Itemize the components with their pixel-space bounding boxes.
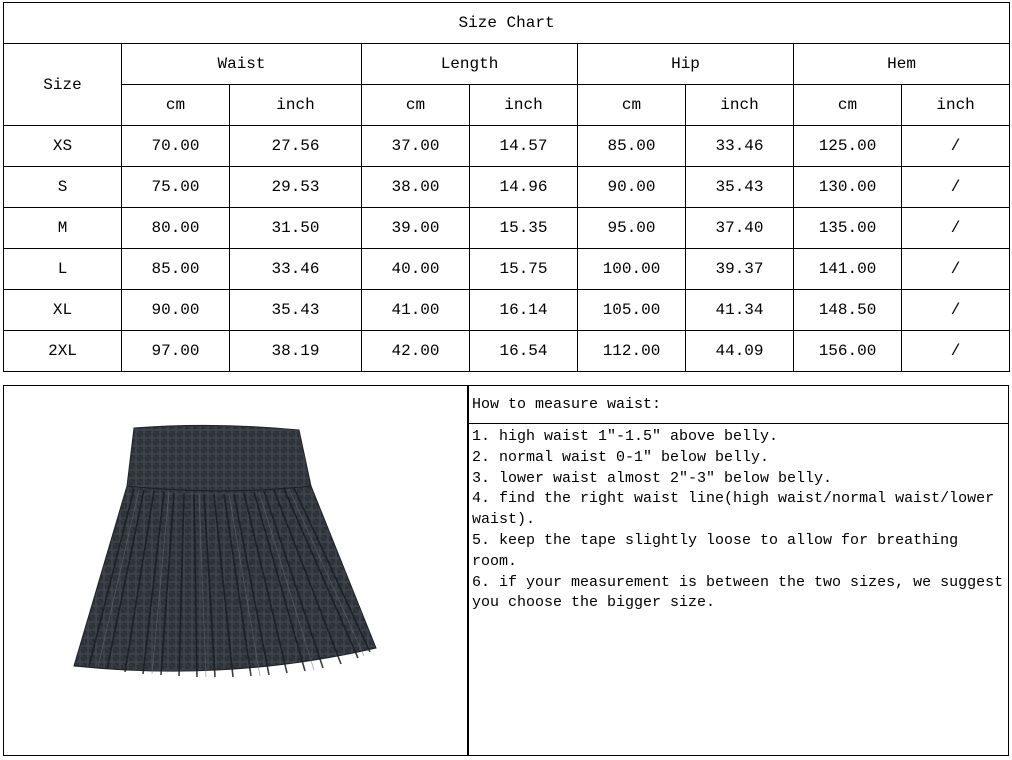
table-cell: 37.40	[686, 208, 794, 249]
table-row	[4, 208, 1010, 249]
table-row	[4, 167, 1010, 208]
table-cell: 14.96	[470, 167, 578, 208]
table-cell: 125.00	[794, 126, 902, 167]
measure-instructions-panel	[468, 385, 1009, 756]
table-cell: 39.37	[686, 249, 794, 290]
list-item: 5. keep the tape slightly loose to allow for breathing room.	[472, 531, 959, 570]
length-header: Length	[362, 44, 578, 85]
table-cell: /	[902, 208, 1010, 249]
size-cell: XL	[4, 290, 122, 331]
size-cell: S	[4, 167, 122, 208]
measure-title: How to measure waist:	[469, 386, 1008, 424]
table-cell: 85.00	[578, 126, 686, 167]
table-cell: 85.00	[122, 249, 230, 290]
unit-header: cm	[362, 85, 470, 126]
table-cell: 90.00	[578, 167, 686, 208]
table-cell: 14.57	[470, 126, 578, 167]
list-item: 4. find the right waist line(high waist/normal waist/lower waist).	[472, 490, 995, 529]
unit-header: inch	[230, 85, 362, 126]
unit-header: inch	[686, 85, 794, 126]
list-item: 6. if your measurement is between the two sizes, we suggest you choose the bigger size.	[472, 573, 1004, 612]
table-cell: 90.00	[122, 290, 230, 331]
table-cell: 33.46	[686, 126, 794, 167]
table-cell: 38.00	[362, 167, 470, 208]
hem-header: Hem	[794, 44, 1010, 85]
table-cell: 41.34	[686, 290, 794, 331]
table-cell: /	[902, 126, 1010, 167]
table-row	[4, 290, 1010, 331]
table-cell: /	[902, 167, 1010, 208]
table-cell: 75.00	[122, 167, 230, 208]
list-item: 3. lower waist almost 2″-3″ below belly.	[472, 469, 833, 487]
size-chart-table	[3, 2, 1010, 372]
table-cell: 27.56	[230, 126, 362, 167]
table-cell: 41.00	[362, 290, 470, 331]
table-cell: /	[902, 290, 1010, 331]
table-cell: 38.19	[230, 331, 362, 372]
table-cell: 70.00	[122, 126, 230, 167]
table-cell: 105.00	[578, 290, 686, 331]
size-cell: L	[4, 249, 122, 290]
table-cell: 44.09	[686, 331, 794, 372]
list-item: 2. normal waist 0-1″ below belly.	[472, 448, 770, 466]
table-cell: /	[902, 331, 1010, 372]
unit-header: cm	[578, 85, 686, 126]
unit-header: inch	[470, 85, 578, 126]
waist-header: Waist	[122, 44, 362, 85]
table-cell: 95.00	[578, 208, 686, 249]
table-cell: 42.00	[362, 331, 470, 372]
hip-header: Hip	[578, 44, 794, 85]
table-cell: 35.43	[686, 167, 794, 208]
unit-header: cm	[794, 85, 902, 126]
table-cell: 15.75	[470, 249, 578, 290]
table-cell: 33.46	[230, 249, 362, 290]
table-cell: /	[902, 249, 1010, 290]
table-cell: 100.00	[578, 249, 686, 290]
table-cell: 16.54	[470, 331, 578, 372]
product-image-panel	[3, 385, 468, 756]
table-cell: 156.00	[794, 331, 902, 372]
table-cell: 80.00	[122, 208, 230, 249]
size-column-header: Size	[4, 44, 122, 126]
pleated-skirt-image	[4, 386, 467, 755]
table-cell: 35.43	[230, 290, 362, 331]
skirt-body	[74, 486, 376, 671]
unit-header: cm	[122, 85, 230, 126]
measure-steps-list	[469, 424, 1008, 614]
list-item: 1. high waist 1″-1.5″ above belly.	[472, 428, 779, 445]
table-cell: 39.00	[362, 208, 470, 249]
table-cell: 141.00	[794, 249, 902, 290]
size-cell: M	[4, 208, 122, 249]
table-cell: 40.00	[362, 249, 470, 290]
table-cell: 37.00	[362, 126, 470, 167]
table-cell: 130.00	[794, 167, 902, 208]
size-cell: XS	[4, 126, 122, 167]
table-cell: 16.14	[470, 290, 578, 331]
size-cell: 2XL	[4, 331, 122, 372]
table-row	[4, 126, 1010, 167]
table-cell: 148.50	[794, 290, 902, 331]
table-title: Size Chart	[4, 3, 1010, 44]
table-cell: 135.00	[794, 208, 902, 249]
table-cell: 29.53	[230, 167, 362, 208]
table-cell: 31.50	[230, 208, 362, 249]
table-row	[4, 331, 1010, 372]
skirt-waistband	[127, 425, 311, 491]
unit-row	[4, 85, 1010, 126]
unit-header: inch	[902, 85, 1010, 126]
table-cell: 97.00	[122, 331, 230, 372]
table-row	[4, 249, 1010, 290]
table-cell: 112.00	[578, 331, 686, 372]
table-cell: 15.35	[470, 208, 578, 249]
